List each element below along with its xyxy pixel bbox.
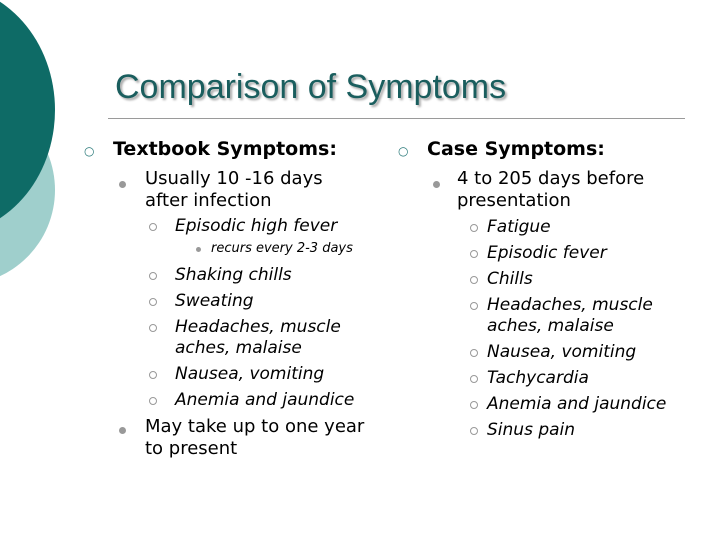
left-symptom: Shaking chills: [175, 265, 292, 285]
slide-title: Comparison of Symptoms: [115, 68, 507, 106]
left-symptom-bullet-icon: [149, 397, 157, 405]
left-onset-bullet-icon: [119, 181, 126, 188]
left-onset: Usually 10 -16 days after infection: [145, 168, 323, 211]
right-symptom: Anemia and jaundice: [487, 394, 667, 414]
decorative-circles: [0, 0, 60, 300]
right-symptom: Fatigue: [487, 217, 551, 237]
right-symptom: Sinus pain: [487, 420, 576, 440]
right-onset-bullet-icon: [433, 181, 440, 188]
right-symptom: Episodic fever: [487, 243, 607, 263]
left-symptom: Sweating: [175, 291, 254, 311]
right-symptom-bullet-icon: [470, 224, 478, 232]
left-symptom-bullet-icon: [149, 272, 157, 280]
left-fever-note-bullet-icon: [196, 247, 201, 252]
right-symptom: Headaches, muscle aches, malaise: [487, 295, 653, 336]
right-symptom-bullet-icon: [470, 427, 478, 435]
left-symptom-bullet-icon: [149, 371, 157, 379]
left-heading: Textbook Symptoms:: [113, 138, 337, 160]
left-duration-bullet-icon: [119, 427, 126, 434]
left-symptom-bullet-icon: [149, 324, 157, 332]
left-fever: Episodic high fever: [175, 216, 338, 236]
left-heading-bullet-icon: ○: [84, 144, 95, 158]
right-symptom-bullet-icon: [470, 302, 478, 310]
left-fever-note: recurs every 2-3 days: [211, 241, 353, 256]
left-duration: May take up to one year to present: [145, 416, 365, 459]
left-symptom: Anemia and jaundice: [175, 390, 355, 410]
right-symptom-bullet-icon: [470, 349, 478, 357]
left-symptom-bullet-icon: [149, 298, 157, 306]
right-symptom-bullet-icon: [470, 401, 478, 409]
right-symptom-bullet-icon: [470, 250, 478, 258]
right-symptom: Nausea, vomiting: [487, 342, 637, 362]
right-symptom: Chills: [487, 269, 533, 289]
left-fever-bullet-icon: [149, 223, 157, 231]
title-divider: [108, 118, 685, 119]
left-symptom: Headaches, muscle aches, malaise: [175, 317, 341, 358]
right-heading: Case Symptoms:: [427, 138, 605, 160]
left-symptom: Nausea, vomiting: [175, 364, 325, 384]
right-symptom-bullet-icon: [470, 375, 478, 383]
right-onset: 4 to 205 days before presentation: [457, 168, 645, 211]
right-heading-bullet-icon: ○: [398, 144, 409, 158]
right-symptom: Tachycardia: [487, 368, 589, 388]
right-symptom-bullet-icon: [470, 276, 478, 284]
